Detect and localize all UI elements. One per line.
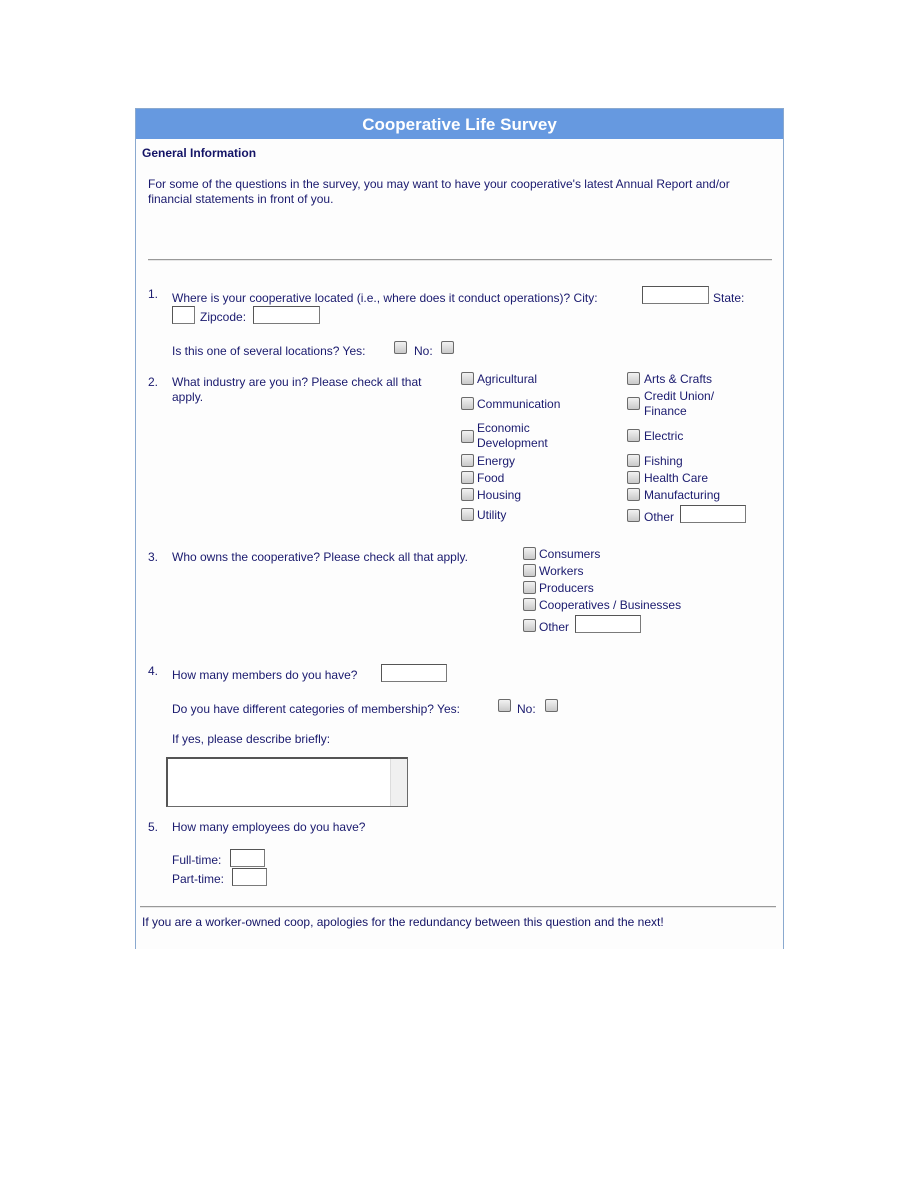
- owners-other-label: Other: [539, 620, 570, 634]
- producers-checkbox[interactable]: [523, 581, 536, 594]
- utility-checkbox[interactable]: [461, 508, 474, 521]
- industry-other-checkbox[interactable]: [627, 509, 640, 522]
- arts-crafts-label: Arts & Crafts: [644, 372, 713, 386]
- credit-union-label-line1: Credit Union/: [644, 389, 715, 403]
- economic-development-checkbox[interactable]: [461, 430, 474, 443]
- fishing-checkbox[interactable]: [627, 454, 640, 467]
- categories-yes-checkbox[interactable]: [498, 699, 511, 712]
- energy-label: Energy: [477, 454, 516, 468]
- credit-union-label-line2: Finance: [644, 404, 687, 418]
- consumers-checkbox[interactable]: [523, 547, 536, 560]
- q2-text-line2: apply.: [172, 390, 204, 404]
- q4-number: 4.: [148, 664, 159, 678]
- parttime-label: Part-time:: [172, 872, 225, 886]
- economic-development-label-line2: Development: [477, 436, 548, 450]
- electric-label: Electric: [644, 429, 684, 443]
- cooperatives-businesses-checkbox[interactable]: [523, 598, 536, 611]
- workers-checkbox[interactable]: [523, 564, 536, 577]
- owners-other-input[interactable]: [575, 615, 641, 633]
- describe-label: If yes, please describe briefly:: [172, 732, 331, 746]
- housing-checkbox[interactable]: [461, 488, 474, 501]
- manufacturing-checkbox[interactable]: [627, 488, 640, 501]
- q3-text: Who owns the cooperative? Please check all that apply.: [172, 550, 468, 564]
- owners-other-checkbox[interactable]: [523, 619, 536, 632]
- zipcode-label: Zipcode:: [200, 310, 247, 324]
- communication-checkbox[interactable]: [461, 397, 474, 410]
- intro-text: For some of the questions in the survey, you may want to have your cooperative's latest Annual Report and/or financial statements in front of you.: [148, 177, 730, 206]
- locations-yes-checkbox[interactable]: [394, 341, 407, 354]
- agricultural-checkbox[interactable]: [461, 372, 474, 385]
- energy-checkbox[interactable]: [461, 454, 474, 467]
- locations-no-checkbox[interactable]: [441, 341, 454, 354]
- cooperatives-businesses-label: Cooperatives / Businesses: [539, 598, 682, 612]
- q3-number: 3.: [148, 550, 159, 564]
- workers-label: Workers: [539, 564, 584, 578]
- form-title: Cooperative Life Survey: [136, 109, 783, 139]
- state-input[interactable]: [172, 306, 195, 324]
- consumers-label: Consumers: [539, 547, 601, 561]
- fulltime-input[interactable]: [230, 849, 265, 867]
- q5-number: 5.: [148, 820, 159, 834]
- q5-text: How many employees do you have?: [172, 820, 366, 834]
- economic-development-label-line1: Economic: [477, 421, 530, 435]
- survey-form: [135, 108, 784, 949]
- q2-text-line1: What industry are you in? Please check all that: [172, 375, 422, 389]
- section-heading: General Information: [142, 146, 257, 160]
- fishing-label: Fishing: [644, 454, 683, 468]
- parttime-input[interactable]: [232, 868, 267, 886]
- food-checkbox[interactable]: [461, 471, 474, 484]
- membership-description-textarea[interactable]: [166, 757, 408, 807]
- categories-no-checkbox[interactable]: [545, 699, 558, 712]
- divider-bottom: [140, 906, 776, 908]
- housing-label: Housing: [477, 488, 522, 502]
- producers-label: Producers: [539, 581, 594, 595]
- arts-crafts-checkbox[interactable]: [627, 372, 640, 385]
- city-input[interactable]: [642, 286, 709, 304]
- q4-text: How many members do you have?: [172, 668, 358, 682]
- agricultural-label: Agricultural: [477, 372, 538, 386]
- communication-label: Communication: [477, 397, 561, 411]
- manufacturing-label: Manufacturing: [644, 488, 721, 502]
- credit-union-checkbox[interactable]: [627, 397, 640, 410]
- fulltime-label: Full-time:: [172, 853, 222, 867]
- state-label: State:: [713, 291, 745, 305]
- food-label: Food: [477, 471, 505, 485]
- electric-checkbox[interactable]: [627, 429, 640, 442]
- q1-number: 1.: [148, 287, 159, 301]
- textarea-scrollbar[interactable]: [390, 759, 407, 806]
- q1-text: Where is your cooperative located (i.e., where does it conduct operations)? City:: [172, 291, 598, 305]
- health-care-checkbox[interactable]: [627, 471, 640, 484]
- industry-other-input[interactable]: [680, 505, 746, 523]
- utility-label: Utility: [477, 508, 507, 522]
- divider-top: [148, 259, 772, 261]
- footer-note: If you are a worker-owned coop, apologies for the redundancy between this question and the next!: [142, 915, 664, 929]
- several-locations-label: Is this one of several locations? Yes:: [172, 344, 366, 358]
- membership-categories-label: Do you have different categories of membership? Yes:: [172, 702, 460, 716]
- industry-other-label: Other: [644, 510, 675, 524]
- health-care-label: Health Care: [644, 471, 709, 485]
- q2-number: 2.: [148, 375, 159, 389]
- categories-no-label: No:: [517, 702, 536, 716]
- zipcode-input[interactable]: [253, 306, 320, 324]
- members-count-input[interactable]: [381, 664, 447, 682]
- locations-no-label: No:: [414, 344, 433, 358]
